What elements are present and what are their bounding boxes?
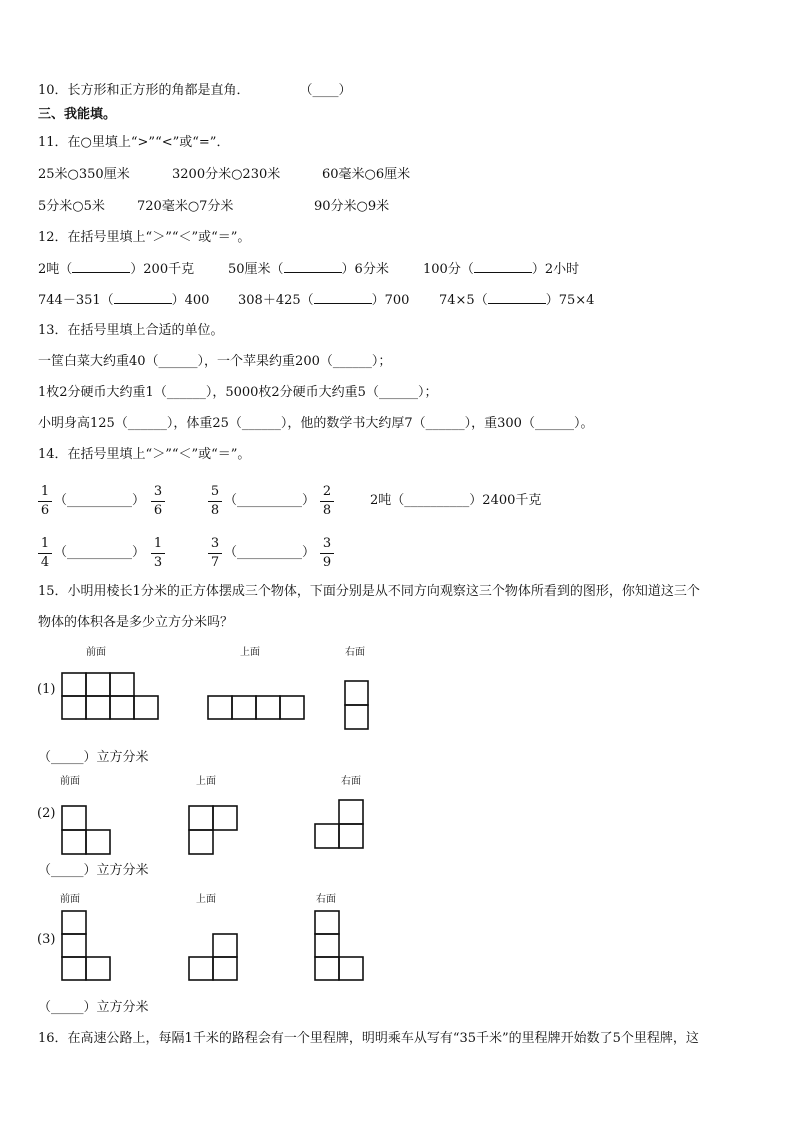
q12-item-2-right: ）6分米 <box>341 262 389 277</box>
q13-line-2[interactable]: 1枚2分硬币大约重1（______），5000枚2分硬币大约重5（______）； <box>38 385 438 400</box>
q13-prompt: 13．在括号里填上合适的单位。 <box>38 323 224 338</box>
q14-fraction-5-den: 4 <box>40 555 50 570</box>
q12-item-5-left: 308＋425（ <box>238 293 314 308</box>
q14-fraction-3 <box>208 484 222 519</box>
q11-item-3[interactable]: 60毫米○6厘米 <box>322 167 411 182</box>
fig3-answer[interactable]: （_____）立方分米 <box>38 1000 149 1015</box>
q12-item-3[interactable] <box>423 260 579 279</box>
fig3-right-caption: 右面 <box>316 894 336 905</box>
q12-item-5-right: ）700 <box>371 293 410 308</box>
q14-fraction-2 <box>151 484 165 519</box>
fig3-front-view <box>60 909 112 983</box>
q14-fraction-1 <box>38 484 52 519</box>
q14-fraction-6-den: 3 <box>153 555 163 570</box>
q12-item-1-right: ）200千克 <box>130 262 195 277</box>
q10-answer-paren[interactable]: （____） <box>299 83 352 98</box>
q14-item-tons[interactable] <box>370 493 541 509</box>
fig2-front-view <box>60 804 112 856</box>
q14-fraction-2-den: 6 <box>153 503 163 518</box>
q12-item-2-blank[interactable] <box>284 260 342 273</box>
q14-blank-1[interactable]: （__________） <box>54 493 146 508</box>
q14-blank-5[interactable]: （__________） <box>224 545 316 560</box>
fig3-right-view <box>313 909 365 983</box>
q14-fraction-4-den: 8 <box>322 503 332 518</box>
fig2-right-view <box>313 798 365 850</box>
q12-item-1[interactable] <box>38 260 194 279</box>
q14-fraction-1-den: 6 <box>40 503 50 518</box>
q12-item-5[interactable] <box>238 291 409 310</box>
q11-item-2[interactable]: 3200分米○230米 <box>172 167 281 182</box>
fig1-front-caption: 前面 <box>86 647 106 658</box>
q16-line-1: 16．在高速公路上，每隔1千米的路程会有一个里程牌，明明乘车从写有“35千米”的里程牌开始数了5个里程牌，这 <box>38 1031 699 1046</box>
q12-item-4-left: 744－351（ <box>38 293 114 308</box>
q11-item-1[interactable]: 25米○350厘米 <box>38 167 130 182</box>
q12-item-3-blank[interactable] <box>474 260 532 273</box>
q12-item-4-blank[interactable] <box>114 291 172 304</box>
q14-fraction-6 <box>151 536 165 571</box>
q14-fraction-7 <box>208 536 222 571</box>
q12-item-2-left: 50厘米（ <box>228 262 284 277</box>
q15-line-1: 15．小明用棱长1分米的正方体摆成三个物体，下面分别是从不同方向观察这三个物体所看到的图形，你知道这三个 <box>38 584 700 599</box>
q14-fraction-4 <box>320 484 334 519</box>
q14-fraction-8-num: 3 <box>320 536 334 554</box>
q12-item-3-left: 100分（ <box>423 262 474 277</box>
q14-blank-3[interactable]: （__________） <box>391 493 483 508</box>
q12-prompt: 12．在括号里填上“＞”“＜”或“＝”。 <box>38 230 251 245</box>
fig3-label: (3) <box>37 932 56 947</box>
q12-item-1-blank[interactable] <box>72 260 130 273</box>
fig2-label: (2) <box>37 806 56 821</box>
q14-fraction-3-num: 5 <box>208 484 222 502</box>
q11-item-4[interactable]: 5分米○5米 <box>38 199 105 214</box>
q15-line-2: 物体的体积各是多少立方分米吗？ <box>38 615 234 630</box>
fig1-front-view <box>60 671 162 721</box>
fig3-top-caption: 上面 <box>196 894 216 905</box>
fig3-front-caption: 前面 <box>60 894 80 905</box>
q13-line-3[interactable]: 小明身高125（______），体重25（______），他的数学书大约厚7（______），重300（______）。 <box>38 416 594 431</box>
q12-item-6[interactable] <box>439 291 594 310</box>
q12-item-1-left: 2吨（ <box>38 262 73 277</box>
fig1-right-caption: 右面 <box>345 647 365 658</box>
q14-tons-left: 2吨 <box>370 493 392 508</box>
q14-blank-2[interactable]: （__________） <box>224 493 316 508</box>
q14-fraction-5-num: 1 <box>38 536 52 554</box>
fig2-right-caption: 右面 <box>341 776 361 787</box>
q14-fraction-7-num: 3 <box>208 536 222 554</box>
q10-text <box>38 82 352 100</box>
fig2-top-caption: 上面 <box>196 776 216 787</box>
q13-line-1[interactable]: 一筐白菜大约重40（______），一个苹果约重200（______）； <box>38 354 392 369</box>
q11-item-5[interactable]: 720毫米○7分米 <box>137 199 234 214</box>
q14-fraction-5 <box>38 536 52 571</box>
q14-fraction-1-num: 1 <box>38 484 52 502</box>
fig2-answer[interactable]: （_____）立方分米 <box>38 863 149 878</box>
q12-item-4-right: ）400 <box>171 293 210 308</box>
q12-item-6-blank[interactable] <box>488 291 546 304</box>
fig1-right-view <box>343 679 371 731</box>
q10-statement: 10．长方形和正方形的角都是直角． <box>38 83 250 98</box>
q11-prompt: 11．在○里填上“>”“<”或“=”． <box>38 135 230 150</box>
q11-item-6[interactable]: 90分米○9米 <box>314 199 390 214</box>
q12-item-4[interactable] <box>38 291 209 310</box>
q14-blank-4[interactable]: （__________） <box>54 545 146 560</box>
q14-tons-right: 2400千克 <box>482 493 542 508</box>
q12-item-5-blank[interactable] <box>314 291 372 304</box>
fig1-label: (1) <box>37 682 56 697</box>
q14-fraction-6-num: 1 <box>151 536 165 554</box>
q14-fraction-3-den: 8 <box>210 503 220 518</box>
section-3-heading: 三、我能填。 <box>38 107 117 122</box>
fig3-top-view <box>187 932 239 983</box>
fig1-top-view <box>206 694 308 721</box>
q14-prompt: 14．在括号里填上“＞”“＜”或“＝”。 <box>38 447 251 462</box>
q14-fraction-7-den: 7 <box>210 555 220 570</box>
fig1-answer[interactable]: （_____）立方分米 <box>38 750 149 765</box>
q14-fraction-2-num: 3 <box>151 484 165 502</box>
fig2-top-view <box>187 804 239 856</box>
q14-fraction-4-num: 2 <box>320 484 334 502</box>
q12-item-2[interactable] <box>228 260 389 279</box>
q12-item-6-left: 74×5（ <box>439 293 488 308</box>
q14-fraction-8-den: 9 <box>322 555 332 570</box>
fig1-top-caption: 上面 <box>240 647 260 658</box>
q14-fraction-8 <box>320 536 334 571</box>
q12-item-3-right: ）2小时 <box>531 262 580 277</box>
fig2-front-caption: 前面 <box>60 776 80 787</box>
q12-item-6-right: ）75×4 <box>545 293 595 308</box>
